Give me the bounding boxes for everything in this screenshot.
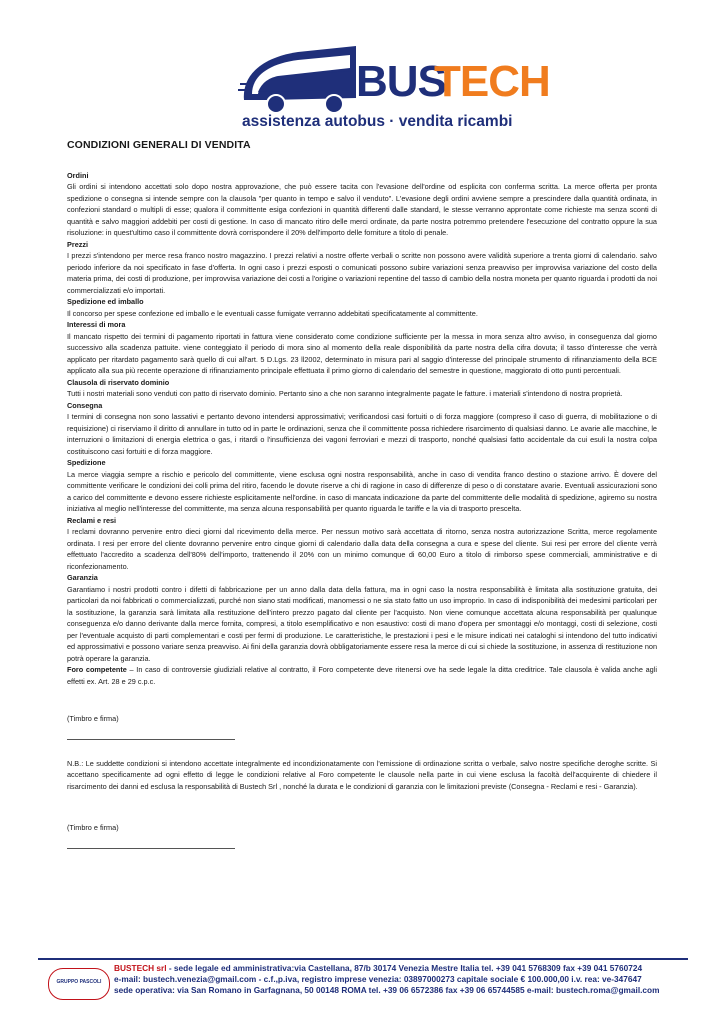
section-heading: Clausola di riservato dominio [67,377,170,387]
section-heading: Spedizione [67,458,106,467]
section-heading: Spedizione ed imballo [67,297,144,306]
section-heading: Garanzia [67,573,98,582]
document-title: CONDIZIONI GENERALI DI VENDITA [67,139,251,151]
foro-text: – In caso di controversie giudiziali relative al contratto, il Foro competente deve ritenersi ove ha sede legale la ditta creditrice. Tale clausola è valida anche agli effetti ex. Art. 28 e 29 c.p.c. [67,665,657,686]
section-text: I prezzi s'intendono per merce resa franco nostro magazzino. I prezzi relativi a nostre offerte verbali o scritte non possono avere validità superiore a trenta giorni di calendario. salvo periodo inferiore da noi specificato in fase d'offerta. In ogni caso i prezzi esposti o comunicati possono subire variazioni senza preavviso per improvvisa variazione del costo della materia prima, dei costi di produzione, per improvvisa variazione dei costi a l'origine o variazioni repentine del tasso di cambio della nostra moneta per quanto riguarda i prodotti da noi commercializzati e/o importati. [67,251,657,295]
page-footer [38,958,688,1008]
section-text: La merce viaggia sempre a rischio e pericolo del committente, viene esclusa ogni nostra responsabilità, anche in caso di vendita franco destino o stazione arrivo. È dovere del committente verificare le condizioni dei colli prima del ritiro, facendo le dovute riserve a chi di ragione in caso di differenze di peso o di constatare avarie. Eventuali assicurazioni sono a carico del committente e devono essere richieste esplicitamente nell'ordine. in caso di mancata indicazione da parte del committente delle modalità di spedizione, agiremo su nostra iniziativa al meglio nell'interesse del committente, ma senza alcuna responsabilità per quanto riguarda le tariffe e la via di trasporto prescelta. [67,469,657,513]
section-text: Garantiamo i nostri prodotti contro i difetti di fabbricazione per un anno dalla data della fattura, ma in ogni caso la nostra responsabilità è limitata alla sostituzione gratuita, dei particolari da noi fabbricati o commercializzati, purché non siano stati modificati, manomessi o ne sia stato fatto un uso improprio. In caso di indisponibilità dei medesimi particolari per la sostituzione, la garanzia sarà limitata alla restituzione dell'intero prezzo pagato dal cliente per l'acquisto. Non viene comunque accettata alcuna responsabilità per qualunque conseguenza e/o danno derivante dalla merce fornita, compresi, a titolo esemplificativo e non esaustivo: costi di mano d'opera per smontaggi e/o montaggi, costi di selezione, costi per l'eventuale acquisto di parti complementari e costi per fermi di produzione. Le caratteristiche, le prestazioni i pesi e le misure indicati nei cataloghi si intendono del tutto indicativi ed approssimativi e possono variare senza preavviso. Ai fini della garanzia dovrà obbligatoriamente essere resa la merce di cui si chiede la sostituzione, in assenza di restituzione non potrà operare la garanzia. [67,584,657,663]
brand-tagline: assistenza autobus · vendita ricambi [242,113,513,130]
footer-line-2: e-mail: bustech.venezia@gmail.com - c.f.,p.iva, registro imprese venezia: 03897000273 capitale sociale € 100.000,00 i.v. rea: ve-347647 [114,974,642,984]
footer-line-1-text: - sede legale ed amministrativa:via Castellana, 87/b 30174 Venezia Mestre Italia tel. +39 041 5768309 fax +39 041 5760724 [166,963,643,973]
signature-label-2: (Timbro e firma) [67,823,119,832]
section-heading: Reclami e resi [67,515,117,525]
signature-line [67,739,235,740]
section-text: Tutti i nostri materiali sono venduti con patto di riservato dominio. Pertanto sino a che non saranno integralmente pagate le fatture. i materiali s'intendono di nostra proprietà. [67,389,623,398]
footer-line-3: sede operativa: via San Romano in Garfagnana, 50 00148 ROMA tel. +39 06 6572386 fax +39 06 65744585 e-mail: bustech.roma@gmail.com [114,985,660,995]
brand-name-part2: TECH [434,57,550,106]
section-heading: Consegna [67,400,103,410]
section-text: I reclami dovranno pervenire entro dieci giorni dal ricevimento della merce. Per nessun motivo sarà accettata di ritorno, senza nostra autorizzazione Scritta, merce regolamente ordinata. I resi per errore del cliente dovranno pervenire entro cinque giorni di calendario dalla data della consegna a cura e spese del cliente. Sui resi per errore del cliente verrà effettuato l'accredito a scadenza dell'80% dell'importo, trattenendo il 20% con un minimo comunque di 60,00 Euro a titolo di rimborso spese commerciali, amministrative e di riconfezionamento. [67,527,657,571]
signature-line-2 [67,848,235,849]
signature-label: (Timbro e firma) [67,714,119,723]
section-text: Gli ordini si intendono accettati solo dopo nostra approvazione, che può essere tacita con l'evasione dell'ordine od esplicita con conferma scritta. La merce offerta per pronta spedizione o consegna si intende sempre con la clausola "per quanto in tempo e salvo il venduto". L'evasione degli ordini avviene sempre a prescindere dalla quantità ordinata, in confezioni standard o multipli di esse; qualora il committente esiga confezioni in quantità differenti dalle standard, le stesse verranno approntate come richieste ma senza sconti di quantità e salvo maggiori addebiti per costi di gestione. In caso di mancato ritiro delle merci ordinate, da parte nostra potremmo pretendere l'esecuzione del contratto oppure la sua risoluzione: in quest'ultimo caso il committente dovrà corrispondere il 20% dell'importo delle forniture a titolo di penale. [67,182,657,237]
foro-competente-paragraph [67,664,657,687]
footer-company-name: BUSTECH srl [114,963,167,973]
group-logo [48,968,110,1000]
bustech-logo [238,38,550,130]
footer-contact-info [114,963,690,996]
brand-name-part1: BUS [356,57,446,106]
section-text: Il mancato rispetto dei termini di pagamento riportati in fattura viene considerato come condizione sufficiente per la messa in mora senza altro avviso, in conseguenza dal giorno successivo alla scadenza pattuite. viene conteggiato il periodo di mora sino al momento della reale disponibilità da parte nostra della cifra dovuta; il tasso d'interesse che verrà applicato per ritardato pagamento sarà quello di cui all'art. 5 D.Lgs. 23 ll2002, determinato in misura pari al saggio d'interesse del principale strumento di rifinanziamento della BCE applicato alla sua più recente operazione di rifinanziamento principale effettuata il primo giorno di calendario del semestre in questione, maggiorato di otto punti percentuali. [67,331,657,375]
nb-paragraph: N.B.: Le suddette condizioni si intendono accettate integralmente ed incondizionatamente con l'emissione di ordinazione scritta o verbale, salvo nostre specifiche deroghe scritte. Si accettano specificamente ad ogni effetto di legge le condizioni relative al Foro competente le clausole nella parte in cui viene esclusa la facoltà dell'acquirente di chiedere il risarcimento dei danni ed esclusa la responsabilità di Bustech Srl , nonché la durata e le condizioni di garanzia con le limitazioni previste (Consegna - Reclami e resi - Garanzia). [67,758,657,791]
section-text: Il concorso per spese confezione ed imballo e le eventuali casse fumigate verranno addebitati specificatamente al committente. [67,308,478,318]
section-heading: Interessi di mora [67,320,126,329]
document-body [67,140,657,849]
group-logo-text: GRUPPO PASCOLI [56,979,102,985]
section-heading: Ordini [67,170,89,180]
foro-heading: Foro competente [67,665,127,674]
section-heading: Prezzi [67,239,89,249]
footer-line-1 [114,963,690,974]
bus-logo-icon [238,38,550,130]
section-text: I termini di consegna non sono lassativi e pertanto devono intendersi approssimativi; verificandosi casi fortuiti o di forza maggiore (compreso il caso di guerra, di mobilitazione o di requisizione) ci riserviamo il diritto di annullare in tutto od in parte le ordinazioni, senza che il committente possa richiedere risarcimento di qualsiasi danno. Le avarie alle macchine, le interruzioni o limitazioni di energia elettrica o gas, i ritardi o l'insufficienza dei vagoni ferroviari e mezzi di trasporto, nonché qualsiasi fatto accidentale da cui esuli la nostra colpa costituiscono casi fortuiti e di forza maggiore. [67,412,657,456]
